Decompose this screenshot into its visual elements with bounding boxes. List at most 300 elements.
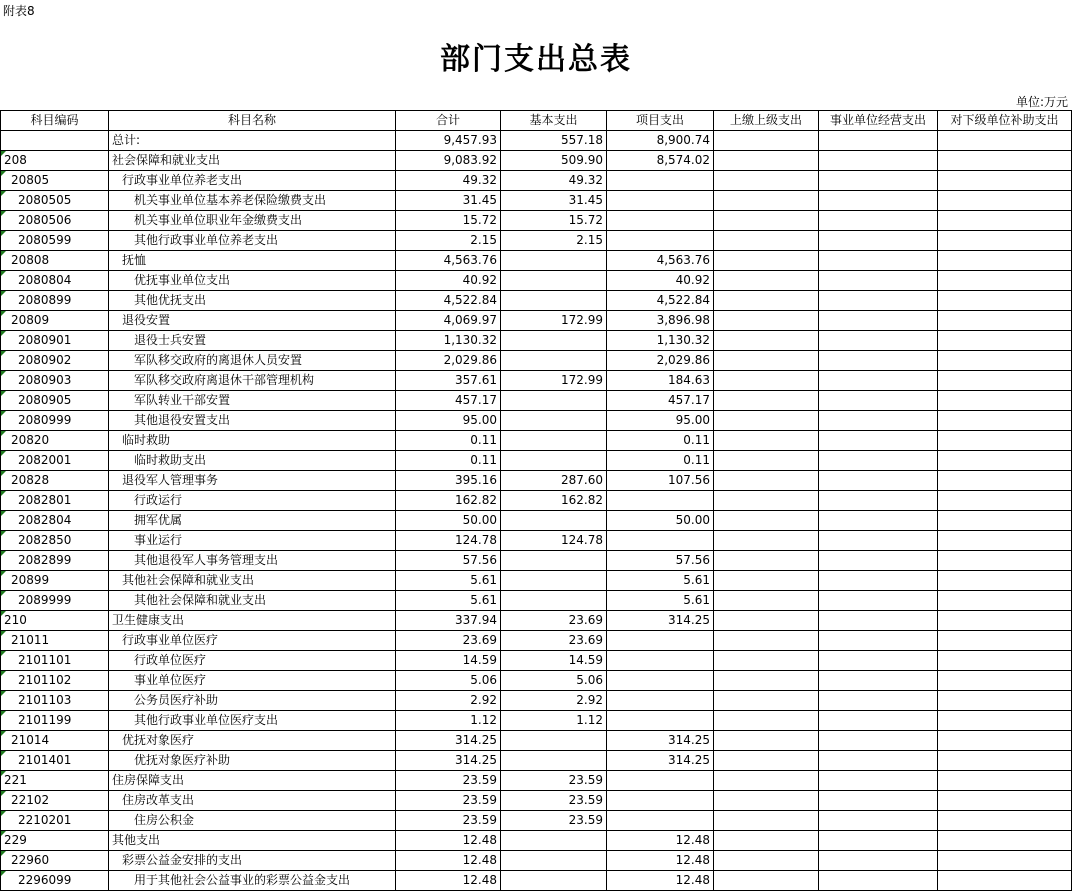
- project-expense-cell: 5.61: [607, 571, 714, 591]
- table-row: [1, 871, 1072, 891]
- subsidy-lower-cell: [938, 171, 1072, 191]
- project-expense-cell: [607, 711, 714, 731]
- remit-upper-cell: [714, 611, 819, 631]
- business-expense-cell: [819, 751, 938, 771]
- business-expense-cell: [819, 471, 938, 491]
- column-header-basic: 基本支出: [501, 111, 607, 131]
- project-expense-cell: 95.00: [607, 411, 714, 431]
- table-row: [1, 811, 1072, 831]
- subject-code-cell: 2080505: [1, 191, 109, 211]
- subject-name-cell: 军队转业干部安置: [109, 391, 396, 411]
- subject-name-cell: 住房保障支出: [109, 771, 396, 791]
- basic-expense-cell: 2.15: [501, 231, 607, 251]
- subject-code-cell: 2101103: [1, 691, 109, 711]
- expenditure-table: [0, 110, 1072, 891]
- subsidy-lower-cell: [938, 651, 1072, 671]
- subject-name-cell: 拥军优属: [109, 511, 396, 531]
- subject-code-cell: 20828: [1, 471, 109, 491]
- table-row: [1, 591, 1072, 611]
- basic-expense-cell: 1.12: [501, 711, 607, 731]
- total-cell: 49.32: [396, 171, 501, 191]
- subject-code-cell: [1, 131, 109, 151]
- subject-code-cell: 208: [1, 151, 109, 171]
- business-expense-cell: [819, 431, 938, 451]
- column-header-name: 科目名称: [109, 111, 396, 131]
- total-cell: 5.61: [396, 591, 501, 611]
- total-cell: 357.61: [396, 371, 501, 391]
- table-row: [1, 791, 1072, 811]
- remit-upper-cell: [714, 351, 819, 371]
- total-cell: 15.72: [396, 211, 501, 231]
- subsidy-lower-cell: [938, 851, 1072, 871]
- total-cell: 23.59: [396, 771, 501, 791]
- subsidy-lower-cell: [938, 631, 1072, 651]
- basic-expense-cell: [501, 291, 607, 311]
- subject-code-cell: 2082801: [1, 491, 109, 511]
- table-row: [1, 231, 1072, 251]
- subsidy-lower-cell: [938, 351, 1072, 371]
- basic-expense-cell: [501, 271, 607, 291]
- basic-expense-cell: 5.06: [501, 671, 607, 691]
- basic-expense-cell: 23.69: [501, 611, 607, 631]
- remit-upper-cell: [714, 711, 819, 731]
- subject-name-cell: 临时救助: [109, 431, 396, 451]
- table-row: [1, 271, 1072, 291]
- subsidy-lower-cell: [938, 471, 1072, 491]
- table-row: [1, 431, 1072, 451]
- total-cell: 12.48: [396, 831, 501, 851]
- basic-expense-cell: [501, 591, 607, 611]
- subject-code-cell: 2101102: [1, 671, 109, 691]
- subject-name-cell: 优抚对象医疗补助: [109, 751, 396, 771]
- column-header-code: 科目编码: [1, 111, 109, 131]
- table-row: [1, 211, 1072, 231]
- project-expense-cell: 314.25: [607, 611, 714, 631]
- basic-expense-cell: [501, 511, 607, 531]
- basic-expense-cell: 23.59: [501, 771, 607, 791]
- subject-name-cell: 总计:: [109, 131, 396, 151]
- subject-name-cell: 机关事业单位职业年金缴费支出: [109, 211, 396, 231]
- project-expense-cell: [607, 631, 714, 651]
- subsidy-lower-cell: [938, 331, 1072, 351]
- basic-expense-cell: 49.32: [501, 171, 607, 191]
- remit-upper-cell: [714, 231, 819, 251]
- total-cell: 57.56: [396, 551, 501, 571]
- subject-code-cell: 221: [1, 771, 109, 791]
- basic-expense-cell: 172.99: [501, 311, 607, 331]
- remit-upper-cell: [714, 671, 819, 691]
- remit-upper-cell: [714, 531, 819, 551]
- table-row: [1, 831, 1072, 851]
- business-expense-cell: [819, 571, 938, 591]
- table-row: [1, 511, 1072, 531]
- subsidy-lower-cell: [938, 711, 1072, 731]
- subject-name-cell: 行政事业单位医疗: [109, 631, 396, 651]
- total-cell: 23.59: [396, 811, 501, 831]
- table-row: [1, 471, 1072, 491]
- remit-upper-cell: [714, 191, 819, 211]
- project-expense-cell: 4,563.76: [607, 251, 714, 271]
- business-expense-cell: [819, 351, 938, 371]
- table-row: [1, 131, 1072, 151]
- remit-upper-cell: [714, 811, 819, 831]
- subject-code-cell: 2080901: [1, 331, 109, 351]
- basic-expense-cell: 557.18: [501, 131, 607, 151]
- subject-name-cell: 退役士兵安置: [109, 331, 396, 351]
- subject-code-cell: 21011: [1, 631, 109, 651]
- basic-expense-cell: [501, 331, 607, 351]
- header-row: [1, 111, 1072, 131]
- remit-upper-cell: [714, 631, 819, 651]
- subject-code-cell: 2101199: [1, 711, 109, 731]
- subsidy-lower-cell: [938, 411, 1072, 431]
- basic-expense-cell: 124.78: [501, 531, 607, 551]
- project-expense-cell: 107.56: [607, 471, 714, 491]
- subject-code-cell: 2101101: [1, 651, 109, 671]
- total-cell: 0.11: [396, 451, 501, 471]
- remit-upper-cell: [714, 591, 819, 611]
- business-expense-cell: [819, 811, 938, 831]
- business-expense-cell: [819, 271, 938, 291]
- subsidy-lower-cell: [938, 291, 1072, 311]
- project-expense-cell: 0.11: [607, 431, 714, 451]
- business-expense-cell: [819, 831, 938, 851]
- subsidy-lower-cell: [938, 791, 1072, 811]
- remit-upper-cell: [714, 551, 819, 571]
- table-row: [1, 171, 1072, 191]
- business-expense-cell: [819, 611, 938, 631]
- subject-code-cell: 2101401: [1, 751, 109, 771]
- total-cell: 457.17: [396, 391, 501, 411]
- subject-name-cell: 退役军人管理事务: [109, 471, 396, 491]
- business-expense-cell: [819, 531, 938, 551]
- subject-name-cell: 其他退役军人事务管理支出: [109, 551, 396, 571]
- project-expense-cell: [607, 531, 714, 551]
- basic-expense-cell: [501, 251, 607, 271]
- subject-code-cell: 20809: [1, 311, 109, 331]
- subject-code-cell: 20805: [1, 171, 109, 191]
- subsidy-lower-cell: [938, 511, 1072, 531]
- unit-label: 单位:万元: [1015, 95, 1068, 109]
- column-header-business: 事业单位经营支出: [819, 111, 938, 131]
- basic-expense-cell: [501, 851, 607, 871]
- subject-name-cell: 其他社会保障和就业支出: [109, 571, 396, 591]
- basic-expense-cell: 162.82: [501, 491, 607, 511]
- total-cell: 162.82: [396, 491, 501, 511]
- business-expense-cell: [819, 791, 938, 811]
- total-cell: 14.59: [396, 651, 501, 671]
- project-expense-cell: 184.63: [607, 371, 714, 391]
- project-expense-cell: [607, 171, 714, 191]
- business-expense-cell: [819, 591, 938, 611]
- business-expense-cell: [819, 231, 938, 251]
- subsidy-lower-cell: [938, 491, 1072, 511]
- table-row: [1, 691, 1072, 711]
- subject-name-cell: 优抚事业单位支出: [109, 271, 396, 291]
- total-cell: 12.48: [396, 851, 501, 871]
- basic-expense-cell: [501, 551, 607, 571]
- subject-name-cell: 其他支出: [109, 831, 396, 851]
- table-row: [1, 771, 1072, 791]
- table-row: [1, 371, 1072, 391]
- project-expense-cell: [607, 671, 714, 691]
- subject-code-cell: 20899: [1, 571, 109, 591]
- total-cell: 395.16: [396, 471, 501, 491]
- remit-upper-cell: [714, 391, 819, 411]
- column-header-remit: 上缴上级支出: [714, 111, 819, 131]
- table-row: [1, 491, 1072, 511]
- total-cell: 9,457.93: [396, 131, 501, 151]
- total-cell: 5.06: [396, 671, 501, 691]
- basic-expense-cell: [501, 831, 607, 851]
- subsidy-lower-cell: [938, 871, 1072, 891]
- subsidy-lower-cell: [938, 551, 1072, 571]
- project-expense-cell: [607, 811, 714, 831]
- subject-name-cell: 行政事业单位养老支出: [109, 171, 396, 191]
- subject-code-cell: 22102: [1, 791, 109, 811]
- table-row: [1, 531, 1072, 551]
- column-header-total: 合计: [396, 111, 501, 131]
- project-expense-cell: [607, 771, 714, 791]
- subject-name-cell: 其他社会保障和就业支出: [109, 591, 396, 611]
- basic-expense-cell: 23.59: [501, 811, 607, 831]
- subject-name-cell: 行政单位医疗: [109, 651, 396, 671]
- subsidy-lower-cell: [938, 671, 1072, 691]
- table-row: [1, 251, 1072, 271]
- table-row: [1, 451, 1072, 471]
- basic-expense-cell: [501, 431, 607, 451]
- remit-upper-cell: [714, 311, 819, 331]
- total-cell: 9,083.92: [396, 151, 501, 171]
- business-expense-cell: [819, 251, 938, 271]
- subject-name-cell: 住房公积金: [109, 811, 396, 831]
- project-expense-cell: 12.48: [607, 871, 714, 891]
- subsidy-lower-cell: [938, 751, 1072, 771]
- column-header-subsidy: 对下级单位补助支出: [938, 111, 1072, 131]
- remit-upper-cell: [714, 851, 819, 871]
- project-expense-cell: [607, 791, 714, 811]
- subject-code-cell: 229: [1, 831, 109, 851]
- remit-upper-cell: [714, 771, 819, 791]
- total-cell: 2,029.86: [396, 351, 501, 371]
- table-row: [1, 411, 1072, 431]
- business-expense-cell: [819, 631, 938, 651]
- basic-expense-cell: 509.90: [501, 151, 607, 171]
- subsidy-lower-cell: [938, 251, 1072, 271]
- subject-code-cell: 2082850: [1, 531, 109, 551]
- remit-upper-cell: [714, 451, 819, 471]
- basic-expense-cell: 172.99: [501, 371, 607, 391]
- business-expense-cell: [819, 371, 938, 391]
- subject-name-cell: 事业单位医疗: [109, 671, 396, 691]
- subject-name-cell: 其他优抚支出: [109, 291, 396, 311]
- subject-name-cell: 优抚对象医疗: [109, 731, 396, 751]
- business-expense-cell: [819, 291, 938, 311]
- project-expense-cell: 4,522.84: [607, 291, 714, 311]
- table-row: [1, 311, 1072, 331]
- table-row: [1, 351, 1072, 371]
- subject-name-cell: 临时救助支出: [109, 451, 396, 471]
- total-cell: 31.45: [396, 191, 501, 211]
- subject-code-cell: 2210201: [1, 811, 109, 831]
- business-expense-cell: [819, 691, 938, 711]
- table-row: [1, 851, 1072, 871]
- subject-name-cell: 机关事业单位基本养老保险缴费支出: [109, 191, 396, 211]
- subject-code-cell: 2080902: [1, 351, 109, 371]
- remit-upper-cell: [714, 131, 819, 151]
- remit-upper-cell: [714, 511, 819, 531]
- subject-code-cell: 2080905: [1, 391, 109, 411]
- basic-expense-cell: [501, 411, 607, 431]
- subsidy-lower-cell: [938, 611, 1072, 631]
- total-cell: 0.11: [396, 431, 501, 451]
- business-expense-cell: [819, 671, 938, 691]
- subsidy-lower-cell: [938, 691, 1072, 711]
- business-expense-cell: [819, 131, 938, 151]
- subsidy-lower-cell: [938, 591, 1072, 611]
- basic-expense-cell: [501, 391, 607, 411]
- basic-expense-cell: 287.60: [501, 471, 607, 491]
- project-expense-cell: 40.92: [607, 271, 714, 291]
- remit-upper-cell: [714, 371, 819, 391]
- subsidy-lower-cell: [938, 371, 1072, 391]
- remit-upper-cell: [714, 271, 819, 291]
- basic-expense-cell: 31.45: [501, 191, 607, 211]
- project-expense-cell: [607, 191, 714, 211]
- subject-code-cell: 2080899: [1, 291, 109, 311]
- project-expense-cell: 57.56: [607, 551, 714, 571]
- total-cell: 95.00: [396, 411, 501, 431]
- remit-upper-cell: [714, 471, 819, 491]
- basic-expense-cell: 23.59: [501, 791, 607, 811]
- remit-upper-cell: [714, 211, 819, 231]
- project-expense-cell: 8,574.02: [607, 151, 714, 171]
- table-row: [1, 671, 1072, 691]
- remit-upper-cell: [714, 411, 819, 431]
- remit-upper-cell: [714, 171, 819, 191]
- subject-code-cell: 2089999: [1, 591, 109, 611]
- total-cell: 4,563.76: [396, 251, 501, 271]
- total-cell: 337.94: [396, 611, 501, 631]
- table-row: [1, 191, 1072, 211]
- business-expense-cell: [819, 711, 938, 731]
- table-row: [1, 731, 1072, 751]
- subsidy-lower-cell: [938, 451, 1072, 471]
- subsidy-lower-cell: [938, 531, 1072, 551]
- subsidy-lower-cell: [938, 831, 1072, 851]
- remit-upper-cell: [714, 791, 819, 811]
- subject-name-cell: 事业运行: [109, 531, 396, 551]
- subject-code-cell: 2080599: [1, 231, 109, 251]
- subject-name-cell: 社会保障和就业支出: [109, 151, 396, 171]
- total-cell: 23.59: [396, 791, 501, 811]
- business-expense-cell: [819, 451, 938, 471]
- subsidy-lower-cell: [938, 731, 1072, 751]
- subject-name-cell: 用于其他社会公益事业的彩票公益金支出: [109, 871, 396, 891]
- subsidy-lower-cell: [938, 211, 1072, 231]
- remit-upper-cell: [714, 651, 819, 671]
- basic-expense-cell: [501, 451, 607, 471]
- business-expense-cell: [819, 391, 938, 411]
- business-expense-cell: [819, 491, 938, 511]
- remit-upper-cell: [714, 151, 819, 171]
- total-cell: 314.25: [396, 751, 501, 771]
- subsidy-lower-cell: [938, 311, 1072, 331]
- subsidy-lower-cell: [938, 131, 1072, 151]
- remit-upper-cell: [714, 751, 819, 771]
- project-expense-cell: [607, 691, 714, 711]
- project-expense-cell: 314.25: [607, 751, 714, 771]
- subject-code-cell: 2080506: [1, 211, 109, 231]
- table-row: [1, 331, 1072, 351]
- business-expense-cell: [819, 191, 938, 211]
- remit-upper-cell: [714, 291, 819, 311]
- total-cell: 1,130.32: [396, 331, 501, 351]
- subsidy-lower-cell: [938, 571, 1072, 591]
- subject-name-cell: 住房改革支出: [109, 791, 396, 811]
- subject-name-cell: 行政运行: [109, 491, 396, 511]
- total-cell: 23.69: [396, 631, 501, 651]
- basic-expense-cell: 2.92: [501, 691, 607, 711]
- subject-code-cell: 2082804: [1, 511, 109, 531]
- total-cell: 124.78: [396, 531, 501, 551]
- business-expense-cell: [819, 551, 938, 571]
- subsidy-lower-cell: [938, 231, 1072, 251]
- subject-code-cell: 20820: [1, 431, 109, 451]
- page-title: 部门支出总表: [440, 42, 632, 77]
- table-body: [1, 131, 1072, 891]
- subsidy-lower-cell: [938, 271, 1072, 291]
- total-cell: 50.00: [396, 511, 501, 531]
- remit-upper-cell: [714, 731, 819, 751]
- subject-code-cell: 22960: [1, 851, 109, 871]
- subject-name-cell: 彩票公益金安排的支出: [109, 851, 396, 871]
- remit-upper-cell: [714, 431, 819, 451]
- project-expense-cell: 314.25: [607, 731, 714, 751]
- project-expense-cell: 5.61: [607, 591, 714, 611]
- subject-code-cell: 20808: [1, 251, 109, 271]
- project-expense-cell: [607, 651, 714, 671]
- project-expense-cell: 2,029.86: [607, 351, 714, 371]
- subject-name-cell: 公务员医疗补助: [109, 691, 396, 711]
- attachment-label: 附表8: [3, 4, 35, 18]
- project-expense-cell: [607, 211, 714, 231]
- table-row: [1, 611, 1072, 631]
- basic-expense-cell: 15.72: [501, 211, 607, 231]
- project-expense-cell: 12.48: [607, 831, 714, 851]
- business-expense-cell: [819, 511, 938, 531]
- column-header-project: 项目支出: [607, 111, 714, 131]
- remit-upper-cell: [714, 251, 819, 271]
- business-expense-cell: [819, 651, 938, 671]
- total-cell: 4,522.84: [396, 291, 501, 311]
- subject-name-cell: 其他行政事业单位医疗支出: [109, 711, 396, 731]
- total-cell: 314.25: [396, 731, 501, 751]
- subject-code-cell: 2080903: [1, 371, 109, 391]
- project-expense-cell: 1,130.32: [607, 331, 714, 351]
- table-row: [1, 651, 1072, 671]
- table-row: [1, 711, 1072, 731]
- subsidy-lower-cell: [938, 191, 1072, 211]
- basic-expense-cell: [501, 871, 607, 891]
- subsidy-lower-cell: [938, 391, 1072, 411]
- project-expense-cell: 50.00: [607, 511, 714, 531]
- project-expense-cell: 12.48: [607, 851, 714, 871]
- subsidy-lower-cell: [938, 151, 1072, 171]
- subject-name-cell: 其他行政事业单位养老支出: [109, 231, 396, 251]
- total-cell: 2.92: [396, 691, 501, 711]
- project-expense-cell: [607, 491, 714, 511]
